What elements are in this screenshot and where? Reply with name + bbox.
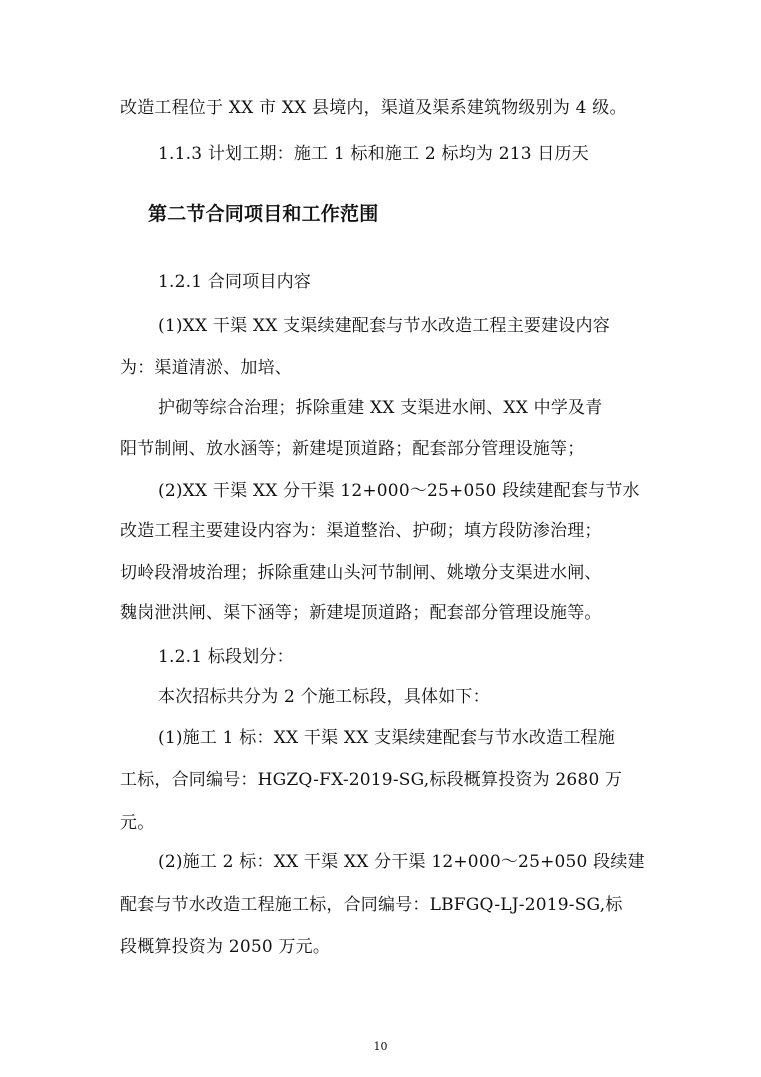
section-heading: 第二节合同项目和工作范围 <box>148 203 379 225</box>
paragraph-line: 改造工程位于 XX 市 XX 县境内，渠道及渠系建筑物级别为 4 级。 <box>120 98 627 118</box>
paragraph-line: (2)XX 干渠 XX 分干渠 12+000～25+050 段续建配套与节水 <box>158 481 640 501</box>
paragraph-line: (1)XX 干渠 XX 支渠续建配套与节水改造工程主要建设内容 <box>158 316 610 336</box>
page-number: 10 <box>373 1040 388 1053</box>
paragraph-line: 为：渠道清淤、加培、 <box>120 358 292 378</box>
paragraph-line: 切岭段滑坡治理；拆除重建山头河节制闸、姚墩分支渠进水闸、 <box>120 563 602 583</box>
paragraph-line: 1.1.3 计划工期：施工 1 标和施工 2 标均为 213 日历天 <box>158 144 589 164</box>
subsection-title: 1.2.1 标段划分： <box>158 647 294 667</box>
paragraph-line: 元。 <box>120 813 155 833</box>
paragraph-line: 段概算投资为 2050 万元。 <box>120 937 331 957</box>
paragraph-line: 配套与节水改造工程施工标，合同编号：LBFGQ-LJ-2019-SG,标 <box>120 895 623 915</box>
paragraph-line: 改造工程主要建设内容为：渠道整治、护砌；填方段防渗治理； <box>120 521 602 541</box>
paragraph-line: 工标，合同编号：HGZQ-FX-2019-SG,标段概算投资为 2680 万 <box>120 770 623 790</box>
paragraph-line: 护砌等综合治理；拆除重建 XX 支渠进水闸、XX 中学及青 <box>158 398 603 418</box>
paragraph-line: 魏岗泄洪闸、渠下涵等；新建堤顶道路；配套部分管理设施等。 <box>120 603 602 623</box>
paragraph-line: 本次招标共分为 2 个施工标段，具体如下： <box>158 687 490 707</box>
paragraph-line: (2)施工 2 标：XX 干渠 XX 分干渠 12+000～25+050 段续建 <box>158 852 645 872</box>
paragraph-line: (1)施工 1 标：XX 干渠 XX 支渠续建配套与节水改造工程施 <box>158 728 615 748</box>
subsection-title: 1.2.1 合同项目内容 <box>158 272 312 292</box>
paragraph-line: 阳节制闸、放水涵等；新建堤顶道路；配套部分管理设施等； <box>120 439 585 459</box>
